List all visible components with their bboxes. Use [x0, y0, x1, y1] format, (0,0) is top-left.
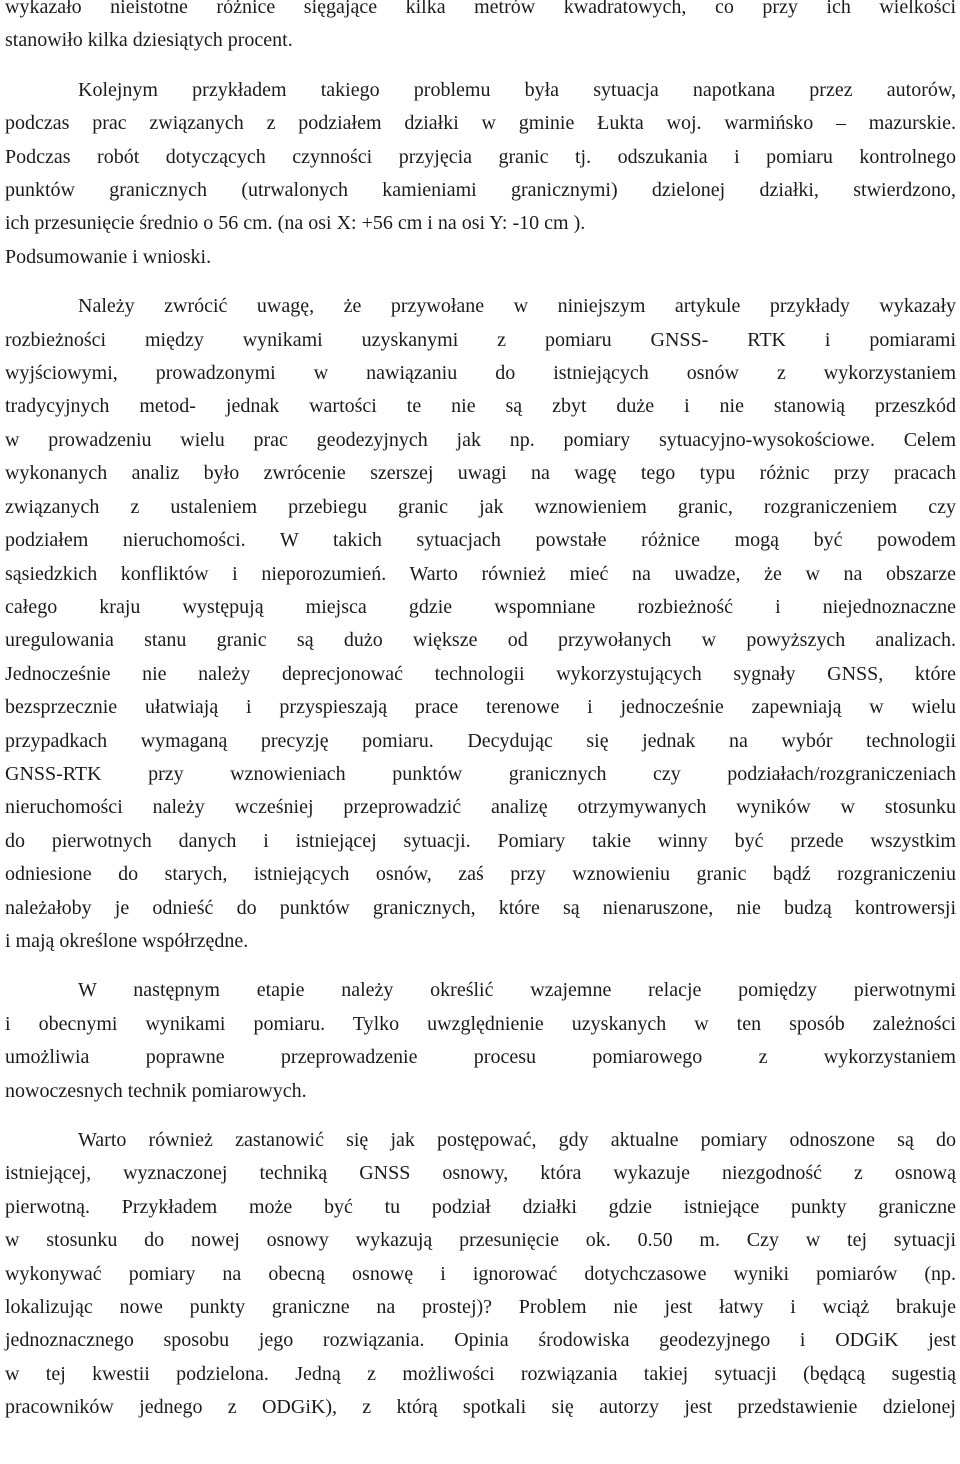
text-line: lokalizując nowe punkty graniczne na prostej)? Problem nie jest łatwy i wciąż brakuje [5, 1296, 956, 1319]
text-line: uregulowania stanu granic są dużo większe od przywołanych w powyższych analizach. [5, 629, 956, 652]
text-line: punktów granicznych (utrwalonych kamieniami granicznymi) dzielonej działki, stwierdzono, [5, 179, 956, 202]
text-line: wyjściowymi, prowadzonymi w nawiązaniu do istniejących osnów z wykorzystaniem [5, 362, 956, 385]
paragraph-gap [5, 274, 956, 290]
paragraph-2 [5, 74, 956, 241]
text-line: Jednocześnie nie należy deprecjonować technologii wykorzystujących sygnały GNSS, które [5, 662, 956, 685]
text-line: tradycyjnych metod- jednak wartości te nie są zbyt duże i nie stanowią przeszkód [5, 395, 956, 418]
text-line: podziałem nieruchomości. W takich sytuacjach powstałe różnice mogą być powodem [5, 529, 956, 552]
text-line: rozbieżności między wynikami uzyskanymi z pomiaru GNSS- RTK i pomiarami [5, 328, 956, 351]
text-line: Należy zwrócić uwagę, że przywołane w niniejszym artykule przykłady wykazały [78, 295, 956, 318]
text-line: w prowadzeniu wielu prac geodezyjnych jak np. pomiary sytuacyjno-wysokościowe. Celem [5, 428, 956, 451]
text-line: przypadkach wymaganą precyzję pomiaru. Decydując się jednak na wybór technologii [5, 729, 956, 752]
text-line: pierwotną. Przykładem może być tu podział działki gdzie istniejące punkty graniczne [5, 1195, 956, 1218]
paragraph-1 [5, 0, 956, 58]
text-line: umożliwia poprawne przeprowadzenie procesu pomiarowego z wykorzystaniem [5, 1046, 956, 1069]
text-line: stanowiło kilka dziesiątych procent. [5, 29, 293, 52]
text-line: pracowników jednego z ODGiK), z którą spotkali się autorzy jest przedstawienie dzielonej [5, 1396, 956, 1419]
text-line: wykonywać pomiary na obecną osnowę i ignorować dotychczasowe wyniki pomiarów (np. [5, 1262, 956, 1285]
text-line: wykazało nieistotne różnice sięgające kilka metrów kwadratowych, co przy ich wielkości [5, 0, 956, 18]
text-line: odniesione do starych, istniejących osnów, zaś przy wznowieniu granic bądź rozgraniczeniu [5, 863, 956, 886]
text-line: związanych z ustaleniem przebiegu granic jak wznowieniem granic, rozgraniczeniem czy [5, 495, 956, 518]
paragraph-5 [5, 1124, 956, 1425]
section-heading: Podsumowanie i wnioski. [5, 245, 212, 268]
text-line: W następnym etapie należy określić wzajemne relacje pomiędzy pierwotnymi [78, 979, 956, 1002]
paragraph-gap [5, 1108, 956, 1124]
text-line: GNSS-RTK przy wznowieniach punktów granicznych czy podziałach/rozgraniczeniach [5, 762, 956, 785]
text-line: wykonanych analiz było zwrócenie szerszej uwagi na wagę tego typu różnic przy pracach [5, 462, 956, 485]
text-line: całego kraju występują miejsca gdzie wspomniane rozbieżność i niejednoznaczne [5, 595, 956, 618]
text-line: w stosunku do nowej osnowy wykazują przesunięcie ok. 0.50 m. Czy w tej sytuacji [5, 1229, 956, 1252]
text-line: sąsiedzkich konfliktów i nieporozumień. Warto również mieć na uwadze, że w na obszarze [5, 562, 956, 585]
text-line: i mają określone współrzędne. [5, 929, 249, 952]
paragraph-3 [5, 290, 956, 958]
text-line: podczas prac związanych z podziałem działki w gminie Łukta woj. warmińsko – mazurskie. [5, 112, 956, 135]
text-line: w tej kwestii podzielona. Jedną z możliwości rozwiązania takiej sytuacji (będącą sugestią [5, 1362, 956, 1385]
text-line: Warto również zastanowić się jak postępować, gdy aktualne pomiary odnoszone są do [78, 1129, 956, 1151]
text-line: nieruchomości należy wcześniej przeprowadzić analizę otrzymywanych wyników w stosunku [5, 796, 956, 819]
text-line: nowoczesnych technik pomiarowych. [5, 1079, 307, 1102]
text-line: Kolejnym przykładem takiego problemu była sytuacja napotkana przez autorów, [78, 78, 956, 101]
text-line: bezsprzecznie ułatwiają i przyspieszają prace terenowe i jednocześnie zapewniają w wielu [5, 696, 956, 719]
text-line: należałoby je odnieść do punktów granicznych, które są nienaruszone, nie budzą kontrowersji [5, 896, 956, 919]
text-line: istniejącej, wyznaczonej techniką GNSS osnowy, która wykazuje niezgodność z osnową [5, 1162, 956, 1185]
text-line: Podczas robót dotyczących czynności przyjęcia granic tj. odszukania i pomiaru kontrolnego [5, 145, 956, 168]
paragraph-4 [5, 974, 956, 1108]
text-line: i obecnymi wynikami pomiaru. Tylko uwzględnienie uzyskanych w ten sposób zależności [5, 1012, 956, 1035]
text-line: ich przesunięcie średnio o 56 cm. (na osi X: +56 cm i na osi Y: -10 cm ). [5, 212, 586, 235]
paragraph-gap [5, 58, 956, 74]
text-line: jednoznacznego sposobu jego rozwiązania. Opinia środowiska geodezyjnego i ODGiK jest [5, 1329, 956, 1352]
text-line: do pierwotnych danych i istniejącej sytuacji. Pomiary takie winny być przede wszystkim [5, 829, 956, 852]
paragraph-gap [5, 958, 956, 974]
